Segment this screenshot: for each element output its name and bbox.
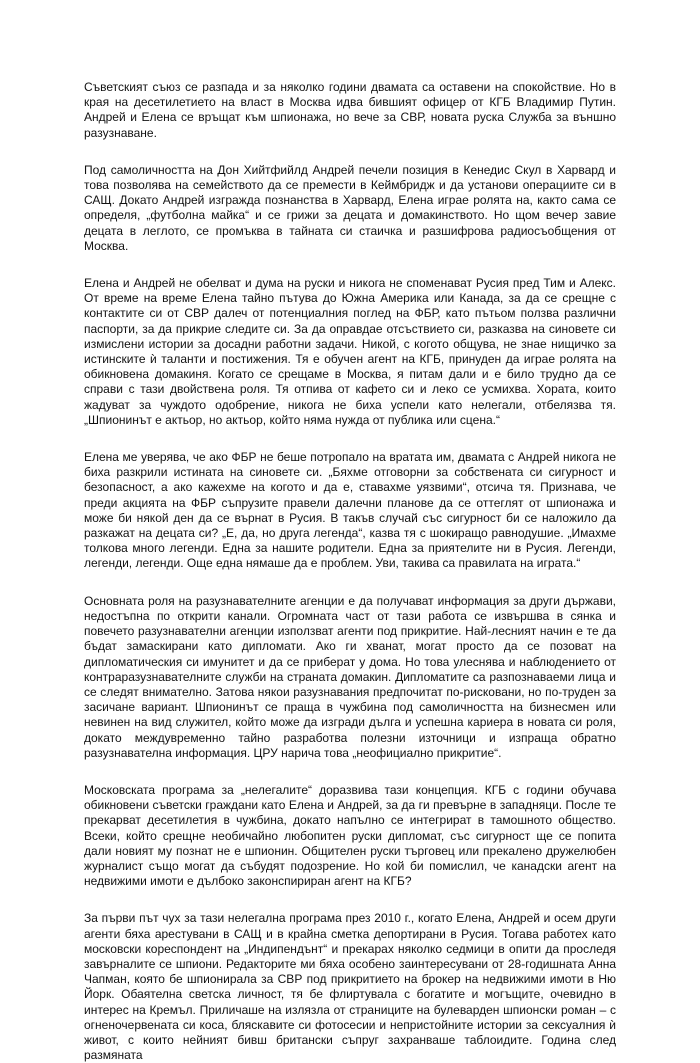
paragraph: Съветският съюз се разпада и за няколко години двамата са оставени на спокойствие. Но в края на десетилетието на власт в Москва идва бившият офицер от КГБ Владимир Путин. Андрей и Елена се връщат към шпионажа, но вече за СВР, новата руска Служба за външно разузнаване. bbox=[84, 80, 616, 140]
paragraph: Московската програма за „нелегалите“ доразвива тази концепция. КГБ с години обучава обикновени съветски граждани като Елена и Андрей, за да ги превърне в западняци. После те прекарват десетилетия в чужбина, докато напълно се интегрират в тамошното общество. Всеки, който срещне необичайно любопитен руски дипломат, със сигурност ще се попита дали новият му познат не е шпионин. Общителен руски търговец или прекалено дружелюбен журналист също могат да събудят подозрение. Но кой би помислил, че канадски агент на недвижими имоти е дълбоко законспириран агент на КГБ? bbox=[84, 782, 616, 889]
paragraph: Основната роля на разузнавателните агенции е да получават информация за други държави, недостъпна по открити канали. Огромната част от тази работа се извършва в сянка и повечето разузнавателни агенции използват агенти под прикритие. Най-лесният начин е те да бъдат замаскирани като дипломати. Ако ги хванат, могат просто да се позоват на дипломатическия си имунитет и да се приберат у дома. Но това улеснява и наблюдението от контраразузнавателните служби на страната домакин. Дипломатите са разпознаваеми лица и се следят внимателно. Затова някои разузнавания предпочитат по-рисковани, но по-труден за засичане вариант. Шпионинът се праща в чужбина под самоличността на бизнесмен или невинен на вид служител, който може да изгради дълга и успешна кариера в новата си роля, докато междувременно тайно разработва полезни източници и изпраща обратно разузнавателна информация. ЦРУ нарича това „неофициално прикритие“. bbox=[84, 593, 616, 760]
paragraph: Елена ме уверява, че ако ФБР не беше потропало на вратата им, двамата с Андрей никога не биха разкрили истината на синовете си. „Бяхме отговорни за собствената си сигурност и безопасност, а ако кажехме на когото и да е, ставахме уязвими“, отсича тя. Признава, че преди акцията на ФБР съпрузите правели далечни планове да се оттеглят от шпионажа и може би някой ден да се върнат в Русия. В такъв случай със сигурност би се наложило да разкажат на децата си? „Е, да, но друга легенда“, казва тя с шокиращо равнодушие. „Имахме толкова много легенди. Една за нашите родители. Една за приятелите ни в Русия. Легенди, легенди, легенди. Още една нямаше да е проблем. Уви, такива са правилата на играта.“ bbox=[84, 450, 616, 571]
paragraph: Под самоличността на Дон Хийтфийлд Андрей печели позиция в Кенедис Скул в Харвард и това позволява на семейството да се премести в Кеймбридж и да установи операциите си в САЩ. Докато Андрей изгражда познанства в Харвард, Елена играе ролята на, както сама се определя, „футболна майка“ и се грижи за децата и домакинството. Но щом вечер завие децата в леглото, се промъква в тайната си стаичка и разшифрова радиосъобщения от Москва. bbox=[84, 162, 616, 253]
paragraph: Елена и Андрей не обелват и дума на руски и никога не споменават Русия пред Тим и Алекс. От време на време Елена тайно пътува до Южна Америка или Канада, за да се срещне с контактите си от СВР далеч от потенциалния поглед на ФБР, като пътьом ползва различни паспорти, за да прикрие следите си. За да оправдае отсъствието си, разказва на синовете си измислени истории за досадни работни задачи. Никой, с когото общува, не знае нищичко за истинските ѝ таланти и постижения. Тя е обучен агент на КГБ, принуден да играе ролята на обикновена домакиня. Когато се срещаме в Москва, я питам дали и е било трудно да се справи с тази двойствена роля. Тя отпива от кафето си и леко се усмихва. Хората, които жадуват за чуждото одобрение, никога не биха успели като нелегали, отбелязва тя. „Шпионинът е актьор, но актьор, който няма нужда от публика или сцена.“ bbox=[84, 276, 616, 427]
document-body bbox=[84, 80, 616, 1063]
paragraph: За първи път чух за тази нелегална програма през 2010 г., когато Елена, Андрей и осем други агенти бяха арестувани в САЩ и в крайна сметка депортирани в Русия. Тогава работех като московски кореспондент на „Индипендънт“ и прекарах няколко седмици в опити да проследя завърналите се шпиони. Редакторите ми бяха особено заинтересувани от 28-годишната Анна Чапман, която бе шпионирала за СВР под прикритието на брокер на недвижими имоти в Ню Йорк. Обаятелна светска личност, тя бе флиртувала с богатите и могъщите, очевидно в интерес на Кремъл. Приличаше на излязла от страниците на булеварден шпионски роман – с огненочервената си коса, бляскавите си фотосесии и непристойните истории за сексуалния ѝ живот, с които нейният бивш британски съпруг захранваше таблоидите. Година след размяната bbox=[84, 911, 616, 1063]
